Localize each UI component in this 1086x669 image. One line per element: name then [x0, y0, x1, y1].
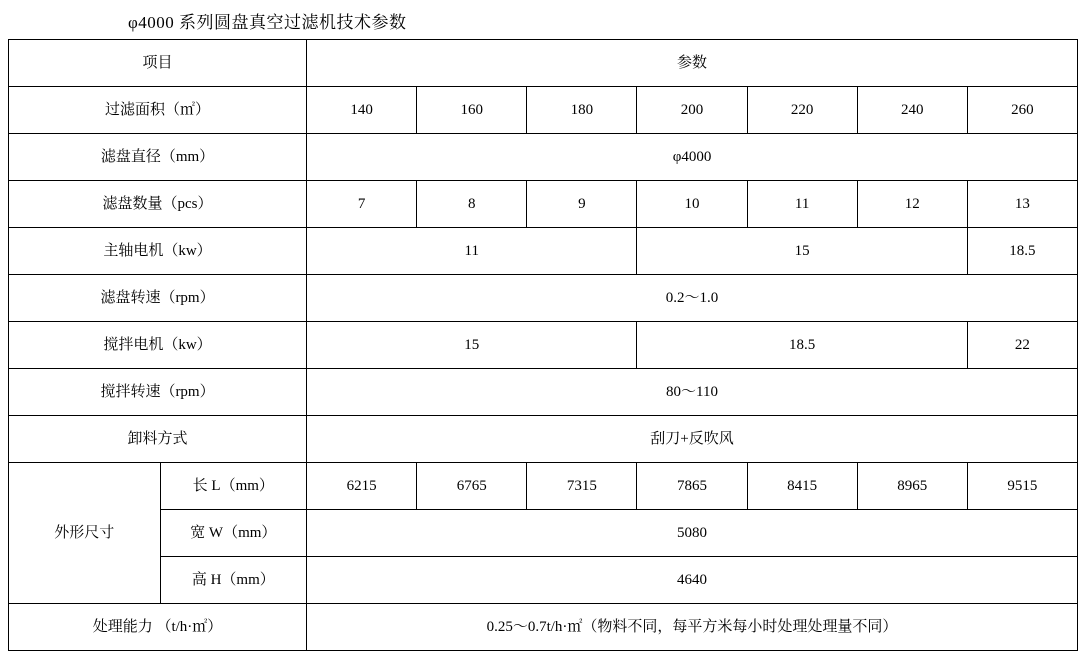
cell-disc-count-1: 7 [307, 181, 417, 228]
row-label-disc-speed: 滤盘转速（rpm） [9, 275, 307, 322]
cell-filter-area-200: 200 [637, 87, 747, 134]
cell-length-2: 6765 [417, 463, 527, 510]
row-label-dimensions: 外形尺寸 [9, 463, 161, 604]
table-row [9, 181, 1078, 228]
cell-height: 4640 [307, 557, 1078, 604]
cell-filter-area-140: 140 [307, 87, 417, 134]
page-title: φ4000 系列圆盘真空过滤机技术参数 [128, 13, 407, 32]
row-label-length: 长 L（mm） [160, 463, 307, 510]
row-label-disc-count: 滤盘数量（pcs） [9, 181, 307, 228]
cell-disc-count-7: 13 [967, 181, 1077, 228]
table-row [9, 463, 1078, 510]
cell-discharge-method: 刮刀+反吹风 [307, 416, 1078, 463]
cell-width: 5080 [307, 510, 1078, 557]
table-row [9, 369, 1078, 416]
row-label-agitator-speed: 搅拌转速（rpm） [9, 369, 307, 416]
cell-agitator-motor-22: 22 [967, 322, 1077, 369]
cell-length-4: 7865 [637, 463, 747, 510]
row-label-height: 高 H（mm） [160, 557, 307, 604]
cell-filter-area-160: 160 [417, 87, 527, 134]
cell-disc-count-5: 11 [747, 181, 857, 228]
cell-disc-speed: 0.2～1.0 [307, 275, 1078, 322]
cell-filter-area-180: 180 [527, 87, 637, 134]
cell-disc-count-3: 9 [527, 181, 637, 228]
row-label-discharge-method: 卸料方式 [9, 416, 307, 463]
spec-table [8, 39, 1078, 651]
header-params: 参数 [307, 40, 1078, 87]
row-label-width: 宽 W（mm） [160, 510, 307, 557]
cell-capacity: 0.25～0.7t/h·㎡（物料不同，每平方米每小时处理处理量不同） [307, 604, 1078, 651]
cell-disc-count-4: 10 [637, 181, 747, 228]
cell-disc-diameter: φ4000 [307, 134, 1078, 181]
table-row [9, 322, 1078, 369]
cell-agitator-motor-185: 18.5 [637, 322, 967, 369]
cell-main-motor-185: 18.5 [967, 228, 1077, 275]
table-row [9, 275, 1078, 322]
cell-length-1: 6215 [307, 463, 417, 510]
row-label-disc-diameter: 滤盘直径（mm） [9, 134, 307, 181]
cell-filter-area-260: 260 [967, 87, 1077, 134]
table-row [9, 134, 1078, 181]
cell-disc-count-2: 8 [417, 181, 527, 228]
cell-disc-count-6: 12 [857, 181, 967, 228]
table-row [9, 87, 1078, 134]
cell-length-3: 7315 [527, 463, 637, 510]
cell-length-6: 8965 [857, 463, 967, 510]
cell-main-motor-11: 11 [307, 228, 637, 275]
cell-agitator-speed: 80～110 [307, 369, 1078, 416]
table-header-row [9, 40, 1078, 87]
table-row [9, 228, 1078, 275]
table-row [9, 557, 1078, 604]
cell-length-5: 8415 [747, 463, 857, 510]
cell-filter-area-220: 220 [747, 87, 857, 134]
cell-length-7: 9515 [967, 463, 1077, 510]
row-label-filter-area: 过滤面积（㎡） [9, 87, 307, 134]
table-row [9, 604, 1078, 651]
table-row [9, 510, 1078, 557]
table-row [9, 416, 1078, 463]
row-label-agitator-motor: 搅拌电机（kw） [9, 322, 307, 369]
row-label-capacity: 处理能力 （t/h·㎡） [9, 604, 307, 651]
header-item: 项目 [9, 40, 307, 87]
cell-filter-area-240: 240 [857, 87, 967, 134]
cell-main-motor-15: 15 [637, 228, 967, 275]
cell-agitator-motor-15: 15 [307, 322, 637, 369]
row-label-main-motor: 主轴电机（kw） [9, 228, 307, 275]
